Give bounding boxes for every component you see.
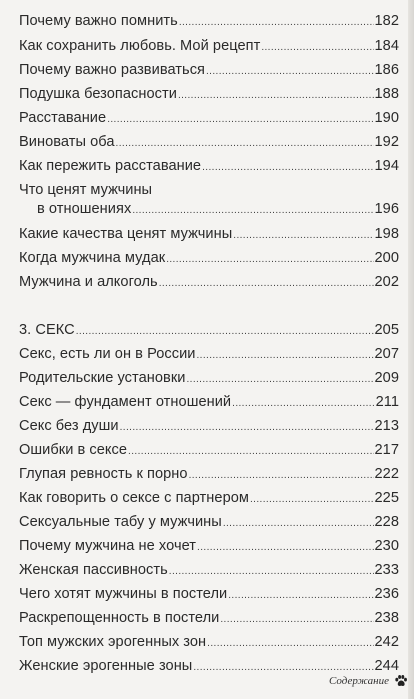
toc-entry (19, 274, 399, 292)
toc-leader-dots (197, 539, 373, 556)
toc-entry-title: Сексуальные табу у мужчины (19, 514, 222, 530)
toc-leader-dots (261, 39, 373, 56)
toc-entry-title: Когда мужчина мудак (19, 250, 166, 266)
toc-entry-page: 225 (374, 490, 399, 506)
toc-entry-page: 200 (374, 250, 399, 266)
toc-chapter-heading (19, 322, 399, 340)
toc-entry-title: Женская пассивность (19, 562, 168, 578)
footer-section-label: Содержание (328, 675, 389, 687)
toc-entry-title: Чего хотят мужчины в постели (19, 586, 228, 602)
toc-entry-page: 184 (374, 38, 399, 54)
toc-entry-title: Секс, есть ли он в России (19, 346, 196, 362)
toc-leader-dots (232, 395, 374, 412)
toc-leader-dots (220, 611, 373, 628)
toc-entry-title: Ошибки в сексе (19, 442, 128, 458)
toc-entry-title: Почему важно развиваться (19, 62, 205, 78)
toc-entry-title-line1: Что ценят мужчины (19, 182, 152, 198)
toc-entry-title: Почему важно помнить (19, 13, 178, 29)
toc-entry (19, 110, 399, 128)
paw-icon (394, 674, 408, 688)
toc-entry (19, 466, 399, 484)
toc-entry-page: 236 (374, 586, 399, 602)
toc-entry-page: 188 (374, 86, 399, 102)
toc-entry (19, 86, 399, 104)
toc-entry (19, 586, 399, 604)
toc-entry-title: Топ мужских эрогенных зон (19, 634, 207, 650)
toc-entry-page: 244 (374, 658, 399, 674)
page-footer (329, 674, 408, 688)
toc-entry-page: 238 (374, 610, 399, 626)
toc-entry-page: 198 (374, 226, 399, 242)
toc-leader-dots (223, 515, 374, 532)
toc-leader-dots (159, 275, 374, 292)
toc-entry (19, 370, 399, 388)
toc-entry-title: Раскрепощенность в постели (19, 610, 220, 626)
toc-entry-page: 242 (374, 634, 399, 650)
toc-entry-title: Секс — фундамент отношений (19, 394, 232, 410)
toc-entry-page: 211 (375, 394, 399, 410)
toc-entry-title: Какие качества ценят мужчины (19, 226, 233, 242)
page-edge (408, 0, 414, 699)
toc-leader-dots (128, 443, 373, 460)
toc-leader-dots (132, 202, 373, 219)
toc-entry-page: 217 (374, 442, 399, 458)
toc-entry-title: Почему мужчина не хочет (19, 538, 197, 554)
toc-leader-dots (228, 587, 373, 604)
toc-entry (19, 418, 399, 436)
toc-entry-title: Как пережить расставание (19, 158, 202, 174)
toc-leader-dots (189, 467, 374, 484)
toc-entry-page: 202 (374, 274, 399, 290)
toc-leader-dots (116, 135, 374, 152)
toc-leader-dots (107, 111, 373, 128)
toc-entry-page: 186 (374, 62, 399, 78)
toc-entry-title: Женские эрогенные зоны (19, 658, 193, 674)
toc-entry-page: 182 (374, 13, 399, 29)
toc-leader-dots (202, 159, 373, 176)
toc-entry-title: Как сохранить любовь. Мой рецепт (19, 38, 261, 54)
toc-leader-dots (76, 323, 374, 340)
toc-entry-page: 192 (374, 134, 399, 150)
toc-entry-page: 209 (374, 370, 399, 386)
toc-entry-page: 205 (374, 322, 399, 338)
toc-entry (19, 394, 399, 412)
toc-leader-dots (166, 251, 373, 268)
toc-entry (19, 38, 399, 56)
toc-entry-title: Виноваты оба (19, 134, 115, 150)
toc-entry-page: 222 (374, 466, 399, 482)
toc-leader-dots (207, 635, 373, 652)
toc-entry (19, 538, 399, 556)
toc-entry (19, 13, 399, 31)
toc-leader-dots (179, 14, 374, 31)
toc-leader-dots (196, 347, 373, 364)
toc-entry-title: Родительские установки (19, 370, 186, 386)
toc-entry-page: 228 (374, 514, 399, 530)
toc-leader-dots (120, 419, 374, 436)
toc-entry (19, 250, 399, 268)
toc-entry-title: Мужчина и алкоголь (19, 274, 158, 290)
toc-entry-page: 213 (374, 418, 399, 434)
toc-leader-dots (250, 491, 374, 508)
toc-entry-page: 196 (374, 201, 399, 217)
toc-entry-title: Секс без души (19, 418, 119, 434)
toc-entry (19, 226, 399, 244)
toc-entry-page: 190 (374, 110, 399, 126)
toc-entry-title: Расставание (19, 110, 107, 126)
toc-leader-dots (206, 63, 374, 80)
toc-leader-dots (169, 563, 374, 580)
toc-entry (19, 346, 399, 364)
toc-entry-page: 230 (374, 538, 399, 554)
toc-entry-page: 207 (374, 346, 399, 362)
toc-entry-page: 233 (374, 562, 399, 578)
toc-entry (19, 514, 399, 532)
toc-leader-dots (233, 227, 373, 244)
toc-entry (19, 490, 399, 508)
toc-entry-title: 3. СЕКС (19, 322, 75, 338)
toc-leader-dots (186, 371, 373, 388)
toc-entry-page: 194 (374, 158, 399, 174)
toc-entry (37, 201, 399, 219)
toc-entry (19, 442, 399, 460)
toc-entry-title: в отношениях (37, 201, 132, 217)
toc-entry (19, 134, 399, 152)
toc-entry (19, 62, 399, 80)
toc-entry-title: Подушка безопасности (19, 86, 177, 102)
toc-entry (19, 562, 399, 580)
toc-entry-title: Как говорить о сексе с партнером (19, 490, 249, 506)
toc-entry-title: Глупая ревность к порно (19, 466, 188, 482)
toc-entry (19, 634, 399, 652)
toc-entry (19, 610, 399, 628)
toc-entry (19, 158, 399, 176)
toc-leader-dots (178, 87, 374, 104)
